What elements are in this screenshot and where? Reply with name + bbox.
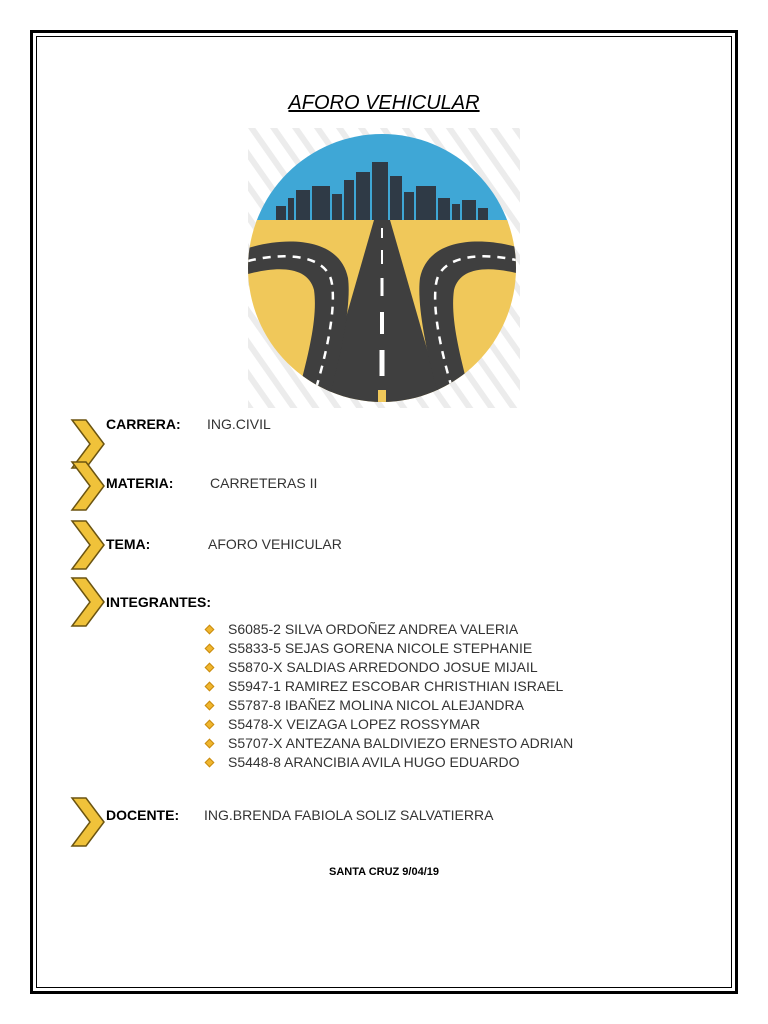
- materia-label: MATERIA:: [106, 475, 174, 491]
- list-item: [204, 677, 573, 696]
- carrera-value: ING.CIVIL: [207, 416, 271, 432]
- docente-label: DOCENTE:: [106, 807, 180, 823]
- docente-value: ING.BRENDA FABIOLA SOLIZ SALVATIERRA: [204, 807, 494, 823]
- list-item: [204, 639, 573, 658]
- diamond-bullet-icon: [205, 644, 215, 654]
- member-name: S5870-X SALDIAS ARREDONDO JOSUE MIJAIL: [228, 659, 538, 675]
- tema-value: AFORO VEHICULAR: [208, 536, 342, 552]
- list-item: [204, 696, 573, 715]
- diamond-bullet-icon: [205, 720, 215, 730]
- chevron-right-icon: [70, 519, 106, 571]
- chevron-right-icon: [70, 796, 106, 848]
- integrantes-label: INTEGRANTES:: [106, 594, 211, 610]
- diamond-bullet-icon: [205, 682, 215, 692]
- diamond-bullet-icon: [205, 739, 215, 749]
- member-name: S5947-1 RAMIREZ ESCOBAR CHRISTHIAN ISRAEL: [228, 678, 564, 694]
- member-name: S5787-8 IBAÑEZ MOLINA NICOL ALEJANDRA: [228, 697, 524, 713]
- carrera-label: CARRERA:: [106, 416, 181, 432]
- diamond-bullet-icon: [205, 663, 215, 673]
- member-name: S5707-X ANTEZANA BALDIVIEZO ERNESTO ADRIAN: [228, 735, 574, 751]
- diamond-bullet-icon: [205, 625, 215, 635]
- diamond-bullet-icon: [205, 701, 215, 711]
- list-item: [204, 658, 573, 677]
- list-item: [204, 715, 573, 734]
- members-list: [204, 620, 573, 772]
- diamond-bullet-icon: [205, 758, 215, 768]
- member-name: S6085-2 SILVA ORDOÑEZ ANDREA VALERIA: [228, 621, 519, 637]
- chevron-right-icon: [70, 460, 106, 512]
- list-item: [204, 734, 573, 753]
- materia-value: CARRETERAS II: [210, 475, 318, 491]
- member-name: S5833-5 SEJAS GORENA NICOLE STEPHANIE: [228, 640, 533, 656]
- list-item: [204, 753, 573, 772]
- list-item: [204, 620, 573, 639]
- road-city-illustration: [248, 128, 520, 408]
- tema-label: TEMA:: [106, 536, 151, 552]
- footer-place-date: SANTA CRUZ 9/04/19: [328, 866, 440, 878]
- member-name: S5478-X VEIZAGA LOPEZ ROSSYMAR: [228, 716, 481, 732]
- member-name: S5448-8 ARANCIBIA AVILA HUGO EDUARDO: [228, 754, 520, 770]
- chevron-right-icon: [70, 576, 106, 628]
- document-title: AFORO VEHICULAR: [288, 92, 480, 114]
